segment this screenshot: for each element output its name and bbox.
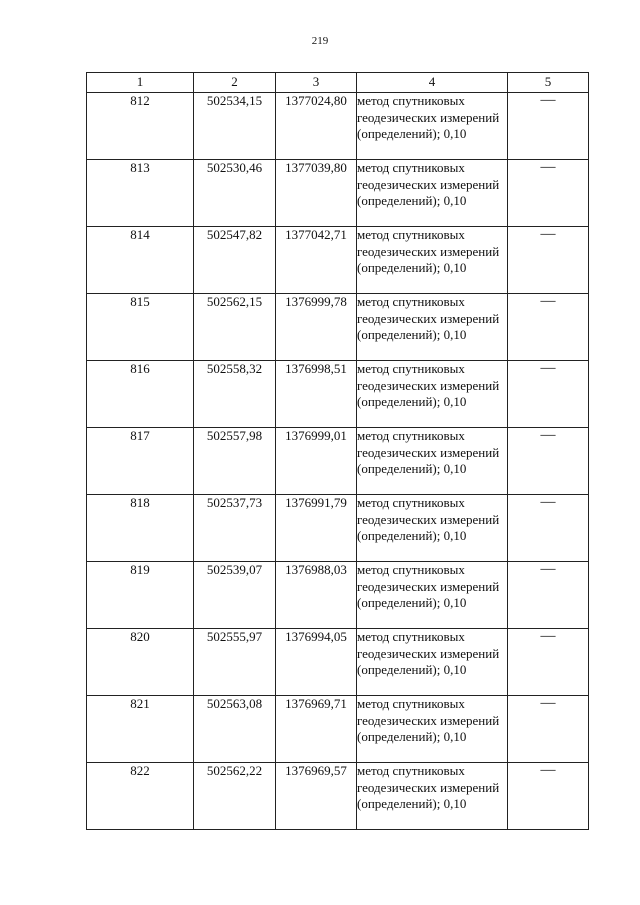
y-coordinate-cell: 1376969,71 <box>276 696 357 763</box>
header-col-3: 3 <box>276 73 357 93</box>
page-number: 219 <box>311 35 329 47</box>
table-body <box>87 93 589 830</box>
method-cell: метод спутниковых геодезических измерений (определений); 0,10 <box>357 160 508 227</box>
note-cell: — <box>508 495 589 562</box>
table-row <box>87 93 589 160</box>
note-cell: — <box>508 227 589 294</box>
note-cell: — <box>508 696 589 763</box>
note-cell: — <box>508 294 589 361</box>
note-cell: — <box>508 428 589 495</box>
note-cell: — <box>508 361 589 428</box>
method-cell: метод спутниковых геодезических измерений (определений); 0,10 <box>357 495 508 562</box>
method-cell: метод спутниковых геодезических измерений (определений); 0,10 <box>357 428 508 495</box>
x-coordinate-cell: 502558,32 <box>194 361 276 428</box>
table-row <box>87 160 589 227</box>
method-cell: метод спутниковых геодезических измерений (определений); 0,10 <box>357 227 508 294</box>
x-coordinate-cell: 502562,22 <box>194 763 276 830</box>
note-cell: — <box>508 629 589 696</box>
x-coordinate-cell: 502530,46 <box>194 160 276 227</box>
method-cell: метод спутниковых геодезических измерений (определений); 0,10 <box>357 696 508 763</box>
point-number-cell: 819 <box>87 562 194 629</box>
table-row <box>87 696 589 763</box>
point-number-cell: 815 <box>87 294 194 361</box>
method-cell: метод спутниковых геодезических измерений (определений); 0,10 <box>357 562 508 629</box>
header-row <box>87 73 589 93</box>
y-coordinate-cell: 1376991,79 <box>276 495 357 562</box>
x-coordinate-cell: 502534,15 <box>194 93 276 160</box>
x-coordinate-cell: 502539,07 <box>194 562 276 629</box>
method-cell: метод спутниковых геодезических измерений (определений); 0,10 <box>357 763 508 830</box>
x-coordinate-cell: 502537,73 <box>194 495 276 562</box>
x-coordinate-cell: 502547,82 <box>194 227 276 294</box>
table-row <box>87 294 589 361</box>
table-row <box>87 562 589 629</box>
method-cell: метод спутниковых геодезических измерений (определений); 0,10 <box>357 629 508 696</box>
point-number-cell: 814 <box>87 227 194 294</box>
header-col-1: 1 <box>87 73 194 93</box>
header-col-2: 2 <box>194 73 276 93</box>
method-cell: метод спутниковых геодезических измерений (определений); 0,10 <box>357 93 508 160</box>
table-row <box>87 428 589 495</box>
point-number-cell: 818 <box>87 495 194 562</box>
point-number-cell: 816 <box>87 361 194 428</box>
note-cell: — <box>508 93 589 160</box>
x-coordinate-cell: 502555,97 <box>194 629 276 696</box>
point-number-cell: 817 <box>87 428 194 495</box>
point-number-cell: 812 <box>87 93 194 160</box>
table-row <box>87 495 589 562</box>
y-coordinate-cell: 1376969,57 <box>276 763 357 830</box>
point-number-cell: 820 <box>87 629 194 696</box>
y-coordinate-cell: 1376999,01 <box>276 428 357 495</box>
note-cell: — <box>508 562 589 629</box>
y-coordinate-cell: 1376999,78 <box>276 294 357 361</box>
header-col-5: 5 <box>508 73 589 93</box>
note-cell: — <box>508 763 589 830</box>
method-cell: метод спутниковых геодезических измерений (определений); 0,10 <box>357 294 508 361</box>
y-coordinate-cell: 1377024,80 <box>276 93 357 160</box>
note-cell: — <box>508 160 589 227</box>
y-coordinate-cell: 1377042,71 <box>276 227 357 294</box>
point-number-cell: 821 <box>87 696 194 763</box>
table-row <box>87 361 589 428</box>
method-cell: метод спутниковых геодезических измерений (определений); 0,10 <box>357 361 508 428</box>
x-coordinate-cell: 502563,08 <box>194 696 276 763</box>
table-row <box>87 763 589 830</box>
y-coordinate-cell: 1377039,80 <box>276 160 357 227</box>
y-coordinate-cell: 1376994,05 <box>276 629 357 696</box>
table-row <box>87 227 589 294</box>
x-coordinate-cell: 502557,98 <box>194 428 276 495</box>
point-number-cell: 813 <box>87 160 194 227</box>
coordinates-table <box>86 72 589 830</box>
point-number-cell: 822 <box>87 763 194 830</box>
y-coordinate-cell: 1376998,51 <box>276 361 357 428</box>
table-row <box>87 629 589 696</box>
x-coordinate-cell: 502562,15 <box>194 294 276 361</box>
y-coordinate-cell: 1376988,03 <box>276 562 357 629</box>
header-col-4: 4 <box>357 73 508 93</box>
